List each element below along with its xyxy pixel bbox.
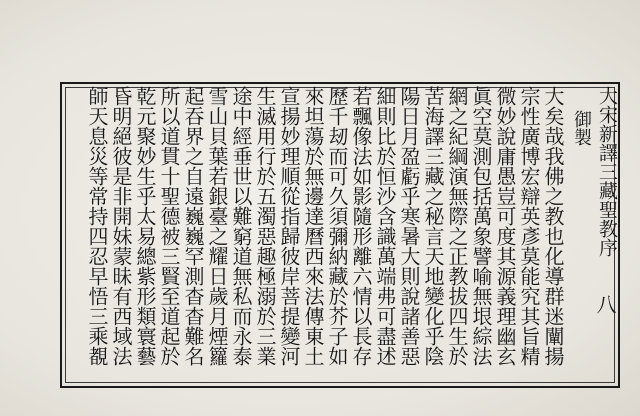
text-column-10: 歷千刼而可久須彌納藏於芥子如 bbox=[325, 86, 349, 366]
text-column-4: 眞空莫測包括萬象譬喻無垠綜法 bbox=[469, 86, 493, 366]
text-column-3: 微妙說庸愚豈可度其源義理幽玄 bbox=[493, 86, 517, 366]
text-column-16: 起吞界之自遠巍巍罕測杳杳難名 bbox=[181, 86, 205, 366]
text-column-12: 宣揚妙理順從指歸彼岸菩提變河 bbox=[277, 86, 301, 366]
preface-subtitle: 御製 bbox=[571, 110, 592, 146]
text-column-11: 來坦蕩於無邊達曆西來法傳東土 bbox=[301, 86, 325, 366]
text-column-6: 苦海譯三藏之秘言天地變化乎陰 bbox=[421, 86, 445, 366]
text-column-7: 陽日月盈虧乎寒暑大則說諸善惡 bbox=[397, 86, 421, 366]
page-number: 八 bbox=[593, 294, 617, 314]
text-column-5: 網之紀綱演無際之正教拔四生於 bbox=[445, 86, 469, 366]
preface-title: 大宋新譯三藏聖教序 bbox=[596, 86, 618, 257]
text-column-13: 生滅用行於五濁惡趣極溺於三業 bbox=[253, 86, 277, 366]
text-column-14: 途中經垂世以難窮道無私而永泰 bbox=[229, 86, 253, 366]
text-column-19: 昏明絕彼是非開妹蒙昧有西域法 bbox=[109, 86, 133, 366]
text-column-18: 乾元聚妙生乎太易總紫形類寰藝 bbox=[133, 86, 157, 366]
text-column-15: 雪山貝葉若銀臺之耀日歲月煙籮 bbox=[205, 86, 229, 366]
text-column-20: 師天息災等常持四忍早悟三乘覩 bbox=[85, 86, 109, 366]
text-column-17: 所以道貫十聖德被三賢至道起於 bbox=[157, 86, 181, 366]
text-column-9: 若飄像法如影隨形離六情以長存 bbox=[349, 86, 373, 366]
text-column-1: 大矣哉我佛之教也化導群迷闡揚 bbox=[541, 86, 565, 366]
text-column-2: 宗性廣博宏辯英彥莫能究其旨精 bbox=[517, 86, 541, 366]
text-column-8: 細則比於恒沙含識萬端弗可盡述 bbox=[373, 86, 397, 366]
